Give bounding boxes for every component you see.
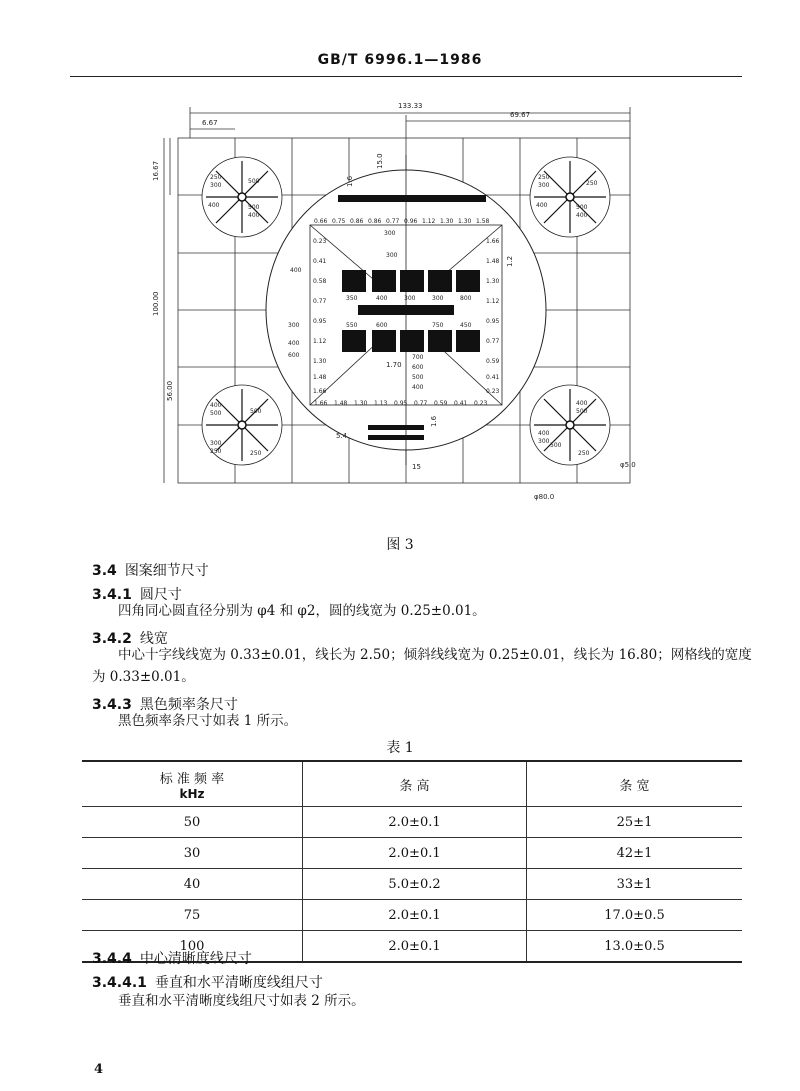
cell-width: 33±1 [527,869,743,900]
dim-center-gap: 1.70 [386,361,402,369]
table-row [82,838,742,869]
dim-cell-width: 6.67 [202,119,218,127]
bottom-scale-3: 1.30 [354,400,368,407]
header-width: 条 宽 [527,761,743,807]
section-title: 垂直和水平清晰度线组尺寸 [154,975,323,991]
section-number: 3.4.4.1 [92,975,147,991]
cell-height: 2.0±0.1 [303,900,527,931]
center-scale-4: 400 [412,384,424,391]
dim-bottom-gap: 15 [412,463,421,471]
standard-number: GB/T 6996.1—1986 [317,52,483,68]
corner-tl-label-6: 500 [248,204,260,211]
dim-top-offset: 15.0 [376,153,384,169]
corner-tl-label-2: 300 [210,182,222,189]
cell-freq: 30 [82,838,303,869]
right-scale-3: 1.30 [486,278,500,285]
figure-caption: 图 3 [386,537,414,553]
lower-freq-3: 750 [432,322,444,329]
table-row [82,900,742,931]
top-black-bar [338,195,486,202]
center-scale-2: 600 [412,364,424,371]
dim-circle-dia: φ80.0 [534,493,555,501]
bottom-scale-9: 0.23 [474,400,488,407]
bottom-scale-4: 1.13 [374,400,388,407]
bottom-scale-5: 0.95 [394,400,408,407]
section-title: 黑色频率条尺寸 [139,697,238,713]
dim-right-offset: 69.67 [510,111,531,119]
header-frequency-label: 标 准 频 率 [159,771,225,787]
dim-total-height: 100.00 [152,291,160,316]
cell-freq: 40 [82,869,303,900]
corner-tr-label-1: 250 [538,174,550,181]
top-scale-1: 0.66 [314,218,328,225]
bottom-scale-2: 1.48 [334,400,348,407]
left-scale-4: 0.77 [313,298,327,305]
right-scale-8: 0.41 [486,374,500,381]
left-scale-7: 1.30 [313,358,327,365]
bottom-scale-6: 0.77 [414,400,428,407]
upper-freq-4: 300 [432,295,444,302]
top-scale-4: 0.86 [368,218,382,225]
corner-tl-label-4: 500 [248,178,260,185]
left-scale-3: 0.58 [313,278,327,285]
table-header-row [82,761,742,807]
corner-bl-label-2: 500 [210,410,222,417]
dim-lower-height: 56.00 [166,380,174,401]
side-left-4: 600 [288,352,300,359]
top-scale-3: 0.86 [350,218,364,225]
center-top-scale-2: 300 [386,252,398,259]
cell-width: 13.0±0.5 [527,931,743,963]
table-caption: 表 1 [386,740,414,756]
lower-freq-4: 450 [460,322,472,329]
header-height: 条 高 [303,761,527,807]
table-row [82,869,742,900]
left-scale-6: 1.12 [313,338,327,345]
section-3-4-4 [92,948,252,968]
left-scale-9: 1.66 [313,388,327,395]
cell-height: 2.0±0.1 [303,838,527,869]
top-scale-8: 1.30 [440,218,454,225]
corner-tr-label-2: 300 [538,182,550,189]
table-row [82,807,742,838]
center-top-scale-1: 300 [384,230,396,237]
right-scale-1: 1.66 [486,238,500,245]
corner-tr-label-4: 250 [586,180,598,187]
cell-height: 2.0±0.1 [303,931,527,963]
lower-freq-1: 550 [346,322,358,329]
dim-total-width: 133.33 [398,102,423,110]
cell-freq: 75 [82,900,303,931]
right-scale-2: 1.48 [486,258,500,265]
section-3-4-4-1 [92,972,323,992]
corner-br-label-5: 250 [578,450,590,457]
dim-right-gap: 1.2 [506,255,514,267]
corner-tl-label-1: 250 [210,174,222,181]
corner-bl-label-3: 300 [210,440,222,447]
right-scale-9: 0.23 [486,388,500,395]
lower-freq-2: 600 [376,322,388,329]
bottom-scale-7: 0.59 [434,400,448,407]
corner-br-label-4: 400 [576,400,588,407]
header-frequency-unit: kHz [179,786,205,801]
corner-tr-label-3: 400 [536,202,548,209]
frequency-bar-table [82,760,742,963]
upper-freq-5: 800 [460,295,472,302]
center-scale-3: 500 [412,374,424,381]
left-scale-1: 0.23 [313,238,327,245]
cell-width: 25±1 [527,807,743,838]
left-scale-5: 0.95 [313,318,327,325]
section-number: 3.4.3 [92,697,132,713]
cell-freq: 100 [82,931,303,963]
center-scale-1: 700 [412,354,424,361]
dim-cell-height: 16.67 [152,160,160,181]
corner-bl-label-4: 250 [210,448,222,455]
right-scale-4: 1.12 [486,298,500,305]
left-scale-8: 1.48 [313,374,327,381]
top-scale-10: 1.58 [476,218,490,225]
corner-bl-label-6: 250 [250,450,262,457]
section-title: 图案细节尺寸 [124,563,209,579]
dim-bar-a: 5.4 [336,432,348,440]
corner-bl-label-1: 400 [210,402,222,409]
top-scale-7: 1.12 [422,218,436,225]
top-scale-6: 0.96 [404,218,418,225]
corner-tr-label-5: 500 [576,204,588,211]
section-number: 3.4.4 [92,951,132,967]
test-chart-svg [150,95,650,525]
paragraph-3-4-4-1: 垂直和水平清晰度线组尺寸如表 2 所示。 [118,993,365,1009]
right-scale-5: 0.95 [486,318,500,325]
corner-br-label-6: 500 [576,408,588,415]
section-title: 圆尺寸 [139,587,182,603]
header-rule [70,76,742,77]
left-scale-2: 0.41 [313,258,327,265]
top-scale-9: 1.30 [458,218,472,225]
side-left-2: 300 [288,322,300,329]
side-left-1: 400 [290,267,302,274]
cell-freq: 50 [82,807,303,838]
section-title: 中心清晰度线尺寸 [139,951,252,967]
paragraph-3-4-1: 四角同心圆直径分别为 φ4 和 φ2，圆的线宽为 0.25±0.01。 [118,603,486,619]
section-title: 线宽 [139,631,168,647]
section-number: 3.4.2 [92,631,132,647]
upper-freq-1: 350 [346,295,358,302]
upper-freq-3: 300 [404,295,416,302]
right-scale-6: 0.77 [486,338,500,345]
dim-corner-dia: φ5.0 [620,461,636,469]
header-frequency [82,761,303,807]
corner-tr-label-6: 400 [576,212,588,219]
upper-freq-2: 400 [376,295,388,302]
dim-bar-gap: 1.6 [346,175,354,187]
section-number: 3.4 [92,563,117,579]
right-scale-7: 0.59 [486,358,500,365]
section-number: 3.4.1 [92,587,132,603]
corner-bl-label-5: 500 [250,408,262,415]
cell-height: 5.0±0.2 [303,869,527,900]
cell-height: 2.0±0.1 [303,807,527,838]
corner-tl-label-5: 400 [248,212,260,219]
paragraph-3-4-3: 黑色频率条尺寸如表 1 所示。 [118,713,298,729]
section-3-4 [92,560,209,580]
top-scale-2: 0.75 [332,218,346,225]
bottom-scale-8: 0.41 [454,400,468,407]
test-chart-figure [150,95,650,529]
corner-br-label-1: 400 [538,430,550,437]
corner-tl-label-3: 400 [208,202,220,209]
paragraph-3-4-2: 中心十字线线宽为 0.33±0.01，线长为 2.50；倾斜线线宽为 0.25±0.01，线长为 16.80；网格线的宽度为 0.33±0.01。 [92,647,752,685]
top-scale-5: 0.77 [386,218,400,225]
bottom-scale-1: 1.66 [314,400,328,407]
dim-bar-b: 1.6 [430,415,438,427]
corner-br-label-2: 300 [538,438,550,445]
page-number: 4 [94,1062,104,1077]
corner-br-label-3: 500 [550,442,562,449]
cell-width: 17.0±0.5 [527,900,743,931]
side-left-3: 400 [288,340,300,347]
cell-width: 42±1 [527,838,743,869]
